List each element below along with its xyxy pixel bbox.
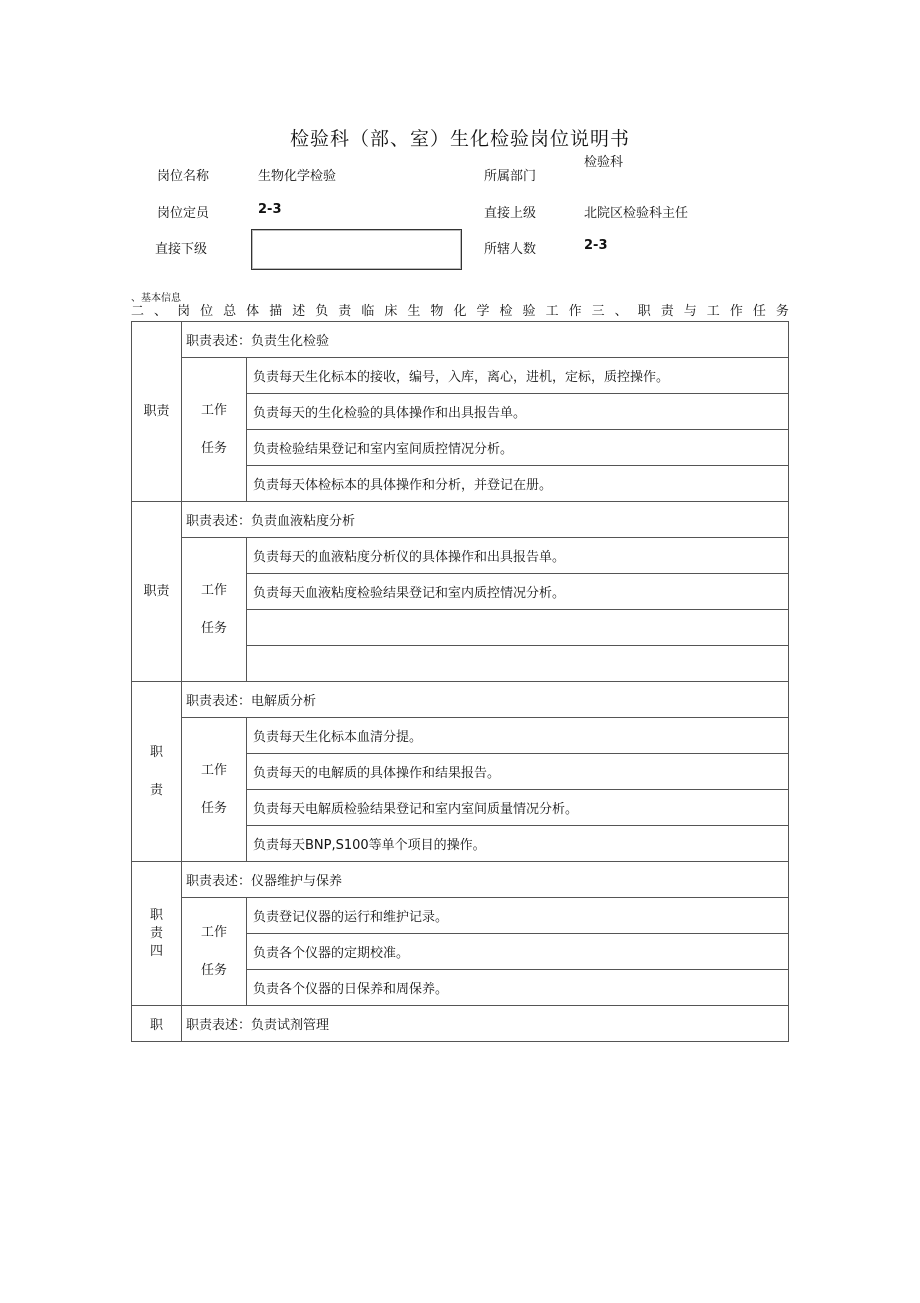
section-description-line xyxy=(131,300,789,319)
task-text: 负责每天电解质检验结果登记和室内室间质量情况分析。 xyxy=(247,790,789,826)
section-line-char: 职 xyxy=(637,304,651,319)
section-line-char: 作 xyxy=(729,304,743,319)
section-line-char: 三 xyxy=(591,304,605,319)
duty-task-row xyxy=(132,538,789,574)
task-text: 负责每天BNP,S100等单个项目的操作。 xyxy=(247,826,789,862)
section-line-char: 责 xyxy=(660,304,674,319)
duty-statement-row xyxy=(132,862,789,898)
duty-label-cell xyxy=(132,862,182,1006)
section-line-char: 岗 xyxy=(177,304,191,319)
task-text: 负责每天生化标本血清分提。 xyxy=(247,718,789,754)
task-label: 任务 xyxy=(200,620,227,636)
section-line-char: 检 xyxy=(499,304,513,319)
task-label: 任务 xyxy=(200,800,227,816)
duty-statement-row xyxy=(132,682,789,718)
duty-label-text: 职 xyxy=(149,907,163,923)
count-value: 2-3 xyxy=(584,238,608,253)
section-line-char: 作 xyxy=(568,304,582,319)
duty-label-cell xyxy=(132,682,182,862)
task-text: 负责登记仪器的运行和维护记录。 xyxy=(247,898,789,934)
task-text: 负责每天体检标本的具体操作和分析，并登记在册。 xyxy=(247,466,789,502)
section-line-char: 物 xyxy=(430,304,444,319)
section-line-char: 总 xyxy=(223,304,237,319)
section-line-char: 化 xyxy=(453,304,467,319)
task-text xyxy=(247,646,789,682)
section-line-char: 验 xyxy=(522,304,536,319)
section-line-char: 学 xyxy=(476,304,490,319)
section-line-char: 工 xyxy=(545,304,559,319)
task-text xyxy=(247,610,789,646)
duty-label-text: 职责 xyxy=(143,403,170,419)
document-title: 检验科（部、室）生化检验岗位说明书 xyxy=(289,128,630,150)
work-label: 工作 xyxy=(200,402,227,418)
superior-label: 直接上级 xyxy=(484,206,537,221)
section-line-char: 临 xyxy=(361,304,375,319)
task-text: 负责每天生化标本的接收，编号，入库，离心，进机，定标，质控操作。 xyxy=(247,358,789,394)
section-line-char: 任 xyxy=(752,304,766,319)
section-line-char: 床 xyxy=(384,304,398,319)
section-line-char: 二 xyxy=(131,304,145,319)
section-line-char: 工 xyxy=(706,304,720,319)
duty-statement: 职责表述：负责血液粘度分析 xyxy=(182,502,789,538)
work-task-label-cell xyxy=(182,718,247,862)
section-line-char: 务 xyxy=(775,304,789,319)
section-note: 、基本信息 xyxy=(131,293,181,304)
duty-label-cell xyxy=(132,502,182,682)
task-text: 负责检验结果登记和室内室间质控情况分析。 xyxy=(247,430,789,466)
duty-statement-row xyxy=(132,1006,789,1042)
section-line-char: 、 xyxy=(154,304,168,319)
work-label: 工作 xyxy=(200,924,227,940)
work-task-label-cell xyxy=(182,538,247,682)
task-text: 负责每天的血液粘度分析仪的具体操作和出具报告单。 xyxy=(247,538,789,574)
duty-statement: 职责表述：电解质分析 xyxy=(182,682,789,718)
duty-statement-row xyxy=(132,322,789,358)
section-line-char: 描 xyxy=(269,304,283,319)
section-line-char: 责 xyxy=(338,304,352,319)
superior-value: 北院区检验科主任 xyxy=(584,206,689,221)
task-text: 负责各个仪器的日保养和周保养。 xyxy=(247,970,789,1006)
work-task-label-cell xyxy=(182,358,247,502)
section-line-char: 述 xyxy=(292,304,306,319)
section-line-char: 与 xyxy=(683,304,697,319)
duty-task-row xyxy=(132,718,789,754)
duty-statement-row xyxy=(132,502,789,538)
dept-value: 检验科 xyxy=(584,155,624,170)
duty-statement: 职责表述：负责生化检验 xyxy=(182,322,789,358)
duty-label-text: 四 xyxy=(149,943,163,959)
post-name-value: 生物化学检验 xyxy=(258,169,337,184)
subordinate-label: 直接下级 xyxy=(155,242,208,257)
duty-task-row xyxy=(132,358,789,394)
section-line-char: 生 xyxy=(407,304,421,319)
task-label: 任务 xyxy=(200,962,227,978)
count-label: 所辖人数 xyxy=(484,242,537,257)
task-text: 负责每天的生化检验的具体操作和出具报告单。 xyxy=(247,394,789,430)
work-label: 工作 xyxy=(200,582,227,598)
task-text: 负责各个仪器的定期校准。 xyxy=(247,934,789,970)
duty-label-cell: 职 xyxy=(132,1006,182,1042)
subordinate-value-box xyxy=(251,229,462,270)
task-label: 任务 xyxy=(200,440,227,456)
task-text: 负责每天的电解质的具体操作和结果报告。 xyxy=(247,754,789,790)
duty-task-row xyxy=(132,898,789,934)
duty-statement: 职责表述：仪器维护与保养 xyxy=(182,862,789,898)
staff-label: 岗位定员 xyxy=(157,206,210,221)
post-name-label: 岗位名称 xyxy=(157,169,210,184)
section-line-char: 、 xyxy=(614,304,628,319)
duty-label-text: 职责 xyxy=(143,583,170,599)
dept-label: 所属部门 xyxy=(484,169,537,184)
section-line-char: 体 xyxy=(246,304,260,319)
staff-value: 2-3 xyxy=(258,202,282,217)
work-label: 工作 xyxy=(200,762,227,778)
section-line-char: 位 xyxy=(200,304,214,319)
task-text: 负责每天血液粘度检验结果登记和室内质控情况分析。 xyxy=(247,574,789,610)
section-line-char: 负 xyxy=(315,304,329,319)
duty-label-text: 职 xyxy=(149,744,163,760)
duty-statement: 职责表述：负责试剂管理 xyxy=(182,1006,789,1042)
duties-table xyxy=(131,321,789,1042)
duty-label-text: 责 xyxy=(149,925,163,941)
duty-label-text: 责 xyxy=(149,782,163,798)
work-task-label-cell xyxy=(182,898,247,1006)
duty-label-cell xyxy=(132,322,182,502)
